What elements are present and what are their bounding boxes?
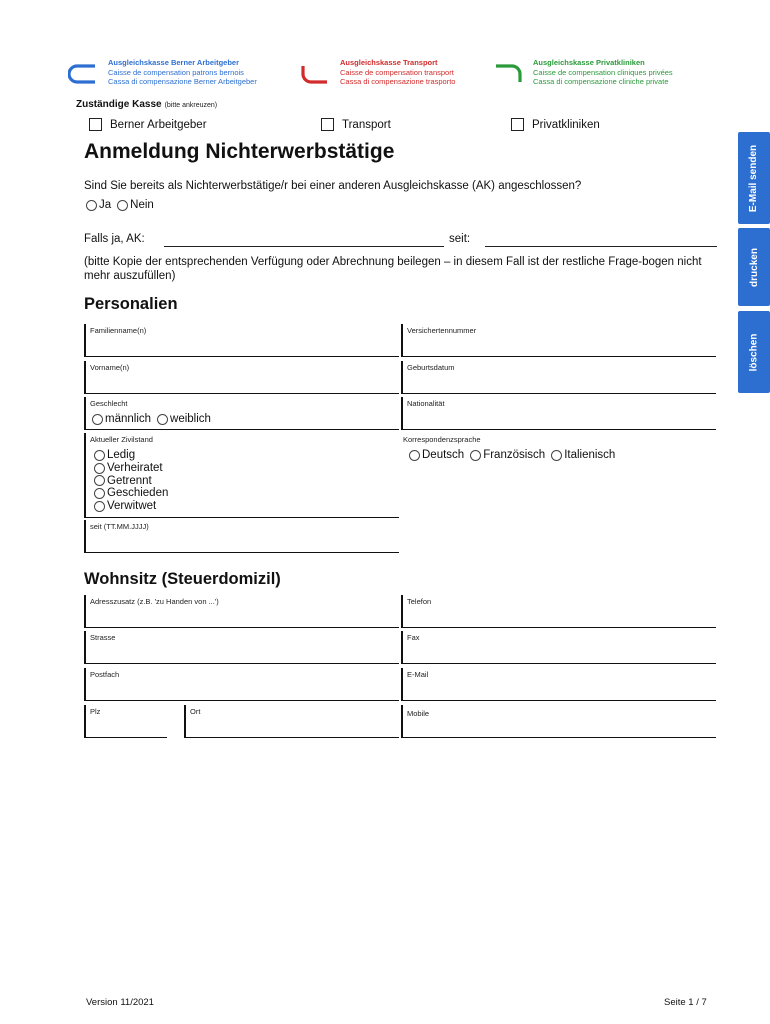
checkbox-berner-arbeitgeber[interactable] (89, 118, 207, 131)
email-field[interactable] (401, 668, 716, 701)
answer-radio-group (86, 199, 160, 211)
footer-page-number: Seite 1 / 7 (664, 997, 707, 1008)
logo-berner-arbeitgeber (68, 58, 257, 87)
radio-geschieden[interactable] (94, 487, 168, 500)
nationalitaet-field[interactable] (401, 397, 716, 430)
strasse-field[interactable] (84, 631, 399, 664)
logo-transport (300, 58, 455, 87)
checkbox-icon[interactable] (321, 118, 334, 131)
mobile-field[interactable] (401, 705, 716, 738)
print-button[interactable] (738, 228, 770, 306)
radio-icon[interactable] (94, 488, 105, 499)
checkbox-label: Transport (342, 118, 391, 131)
postfach-field[interactable] (84, 668, 399, 701)
field-label: Plz (90, 707, 101, 716)
versichertennummer-field[interactable] (401, 324, 716, 357)
logo-mark-icon (493, 62, 523, 86)
field-label: Adresszusatz (z.B. 'zu Handen von ...') (90, 597, 219, 606)
radio-nein[interactable] (117, 199, 154, 211)
logo-privatkliniken (493, 58, 673, 87)
checkbox-icon[interactable] (89, 118, 102, 131)
logo-mark-icon (68, 62, 98, 86)
radio-ja[interactable] (86, 199, 111, 211)
field-label: Mobile (407, 709, 430, 718)
field-label: Aktueller Zivilstand (90, 435, 153, 444)
field-label: Fax (407, 633, 420, 642)
ak-input-line[interactable] (164, 246, 444, 247)
field-label: Strasse (90, 633, 116, 642)
radio-label: Deutsch (422, 449, 465, 461)
radio-icon[interactable] (157, 414, 168, 425)
radio-icon[interactable] (94, 463, 105, 474)
logo-line: Ausgleichskasse Berner Arbeitgeber (108, 58, 240, 67)
question-text: Sind Sie bereits als Nichterwerbstätige/r bei einer anderen Ausgleichskasse (AK) angeschlossen? (84, 180, 582, 192)
zivilstand-seit-field[interactable] (84, 520, 399, 553)
kasse-hint: (bitte ankreuzen) (164, 102, 218, 109)
radio-icon[interactable] (409, 450, 420, 461)
checkbox-privatkliniken[interactable] (511, 118, 600, 131)
radio-label: Ledig (107, 449, 136, 461)
radio-label: Getrennt (107, 474, 152, 487)
checkbox-transport[interactable] (321, 118, 391, 131)
field-label: Ort (190, 707, 201, 716)
radio-label: Verheiratet (107, 461, 163, 474)
geburtsdatum-field[interactable] (401, 361, 716, 394)
field-label: E-Mail (407, 670, 429, 679)
delete-label: löschen (748, 333, 760, 371)
telefon-field[interactable] (401, 595, 716, 628)
radio-icon[interactable] (551, 450, 562, 461)
radio-verheiratet[interactable] (94, 462, 168, 475)
delete-button[interactable] (738, 311, 770, 393)
radio-label: weiblich (170, 413, 211, 425)
fax-field[interactable] (401, 631, 716, 664)
korrespondenzsprache-field (401, 433, 716, 466)
ort-field[interactable] (184, 705, 399, 738)
footer-version: Version 11/2021 (86, 997, 154, 1008)
logo-line: Cassa di compensazione Berner Arbeitgeber (108, 77, 257, 86)
field-label: Nationalität (407, 399, 445, 408)
checkbox-label: Privatkliniken (532, 118, 600, 131)
logo-line: Cassa di compensazione cliniche private (533, 77, 669, 86)
radio-verwitwet[interactable] (94, 500, 168, 513)
field-label: seit (TT.MM.JJJJ) (90, 522, 149, 531)
radio-label: Italienisch (564, 449, 616, 461)
geschlecht-options (92, 413, 217, 425)
logo-line: Caisse de compensation patrons bernois (108, 67, 244, 77)
radio-label: Nein (130, 199, 154, 211)
logo-line: Caisse de compensation cliniques privées (533, 67, 673, 77)
seit-label: seit: (449, 233, 471, 245)
checkbox-icon[interactable] (511, 118, 524, 131)
radio-deutsch[interactable] (409, 449, 464, 461)
vorname-field[interactable] (84, 361, 399, 394)
kasse-label-text: Zuständige Kasse (76, 99, 162, 110)
sprache-options (409, 449, 621, 461)
radio-getrennt[interactable] (94, 475, 168, 488)
radio-label: Geschieden (107, 487, 169, 500)
logo-line: Caisse de compensation transport (340, 67, 454, 77)
radio-label: Verwitwet (107, 500, 157, 513)
field-label: Geburtsdatum (407, 363, 455, 372)
field-label: Telefon (407, 597, 432, 606)
adresszusatz-field[interactable] (84, 595, 399, 628)
seit-input-line[interactable] (485, 246, 717, 247)
logo-line: Cassa di compensazione trasporto (340, 77, 456, 86)
section-heading-personalien: Personalien (84, 295, 178, 313)
email-send-label: E-Mail senden (748, 144, 760, 212)
radio-weiblich[interactable] (157, 413, 211, 425)
section-heading-wohnsitz: Wohnsitz (Steuerdomizil) (84, 570, 281, 588)
page-title: Anmeldung Nichterwerbstätige (84, 140, 395, 163)
field-label: Familienname(n) (90, 326, 147, 335)
falls-ja-label: Falls ja, AK: (84, 233, 145, 245)
radio-icon[interactable] (86, 200, 97, 211)
radio-italienisch[interactable] (551, 449, 615, 461)
geschlecht-field (84, 397, 399, 430)
zivilstand-options (94, 449, 168, 513)
checkbox-label: Berner Arbeitgeber (110, 118, 207, 131)
familienname-field[interactable] (84, 324, 399, 357)
field-label: Versichertennummer (407, 326, 477, 335)
radio-label: Ja (99, 199, 112, 211)
radio-icon[interactable] (94, 501, 105, 512)
radio-icon[interactable] (94, 450, 105, 461)
plz-field[interactable] (84, 705, 167, 738)
email-send-button[interactable] (738, 132, 770, 224)
radio-icon[interactable] (117, 200, 128, 211)
radio-label: Französisch (483, 449, 546, 461)
radio-icon[interactable] (92, 414, 103, 425)
logo-line: Ausgleichskasse Transport (340, 58, 438, 67)
field-label: Geschlecht (90, 399, 128, 408)
field-label: Korrespondenzsprache (403, 435, 481, 444)
radio-icon[interactable] (94, 475, 105, 486)
logo-line: Ausgleichskasse Privatkliniken (533, 58, 645, 67)
radio-icon[interactable] (470, 450, 481, 461)
print-label: drucken (748, 247, 760, 287)
field-label: Postfach (90, 670, 120, 679)
radio-label: männlich (105, 413, 152, 425)
logo-mark-icon (300, 62, 330, 86)
field-label: Vorname(n) (90, 363, 130, 372)
radio-maennlich[interactable] (92, 413, 151, 425)
kasse-label (76, 99, 217, 110)
note-text: (bitte Kopie der entsprechenden Verfügung oder Abrechnung beilegen – in diesem Fall ist der restliche Frage-bogen nicht mehr auszufüllen) (84, 256, 702, 282)
radio-franzoesisch[interactable] (470, 449, 545, 461)
radio-ledig[interactable] (94, 449, 168, 462)
